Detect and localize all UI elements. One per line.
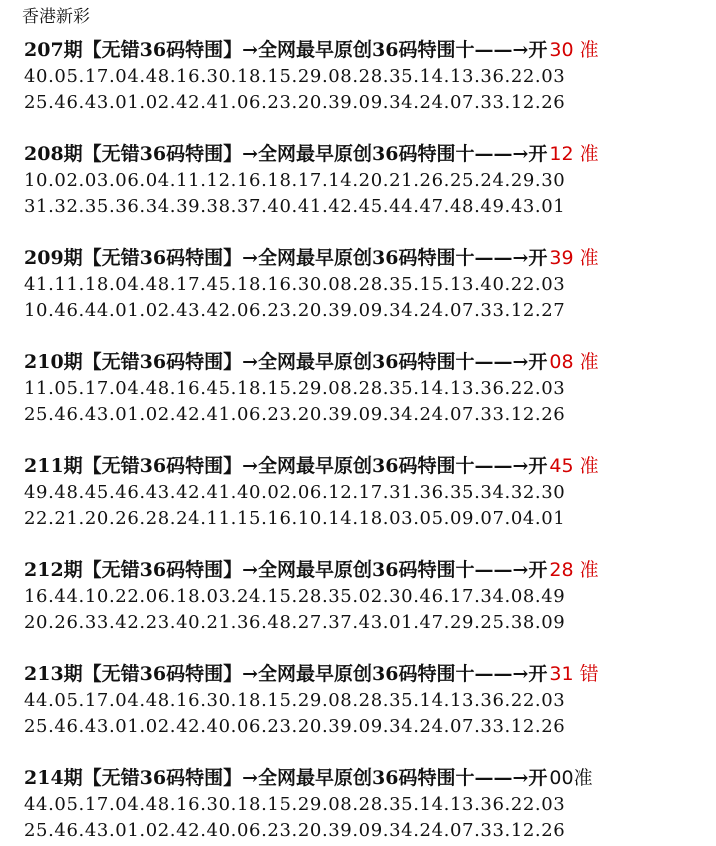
issue-result: 00准 — [549, 767, 593, 789]
issue-number: 208期 — [24, 143, 83, 165]
issue-heading — [24, 660, 704, 688]
number-row: 25.46.43.01.02.42.41.06.23.20.39.09.34.24.07.33.12.26 — [24, 404, 566, 425]
issue-heading — [24, 140, 704, 168]
issue-result: 08 准 — [549, 351, 599, 373]
number-row: 40.05.17.04.48.16.30.18.15.29.08.28.35.14.13.36.22.03 — [24, 66, 566, 87]
issue-title: 【无错36码特围】→全网最早原创36码特围十——→开 — [82, 663, 548, 685]
issue-block — [24, 764, 704, 844]
number-row: 44.05.17.04.48.16.30.18.15.29.08.28.35.14.13.36.22.03 — [24, 690, 566, 711]
issue-heading — [24, 556, 704, 584]
issue-heading — [24, 244, 704, 272]
issue-number: 207期 — [24, 39, 83, 61]
issue-result: 31 错 — [549, 663, 599, 685]
issue-result: 12 准 — [549, 143, 599, 165]
number-row: 44.05.17.04.48.16.30.18.15.29.08.28.35.14.13.36.22.03 — [24, 794, 566, 815]
issue-block — [24, 140, 704, 220]
issue-block — [24, 348, 704, 428]
issue-number: 211期 — [24, 455, 83, 477]
issue-title: 【无错36码特围】→全网最早原创36码特围十——→开 — [82, 247, 548, 269]
issue-result: 39 准 — [549, 247, 599, 269]
issue-result: 30 准 — [549, 39, 599, 61]
number-row: 25.46.43.01.02.42.40.06.23.20.39.09.34.24.07.33.12.26 — [24, 716, 566, 737]
number-row: 20.26.33.42.23.40.21.36.48.27.37.43.01.47.29.25.38.09 — [24, 612, 566, 633]
issue-result: 28 准 — [549, 559, 599, 581]
issue-heading — [24, 348, 704, 376]
number-row: 22.21.20.26.28.24.11.15.16.10.14.18.03.05.09.07.04.01 — [24, 508, 566, 529]
issue-block — [24, 452, 704, 532]
number-row: 31.32.35.36.34.39.38.37.40.41.42.45.44.47.48.49.43.01 — [24, 196, 566, 217]
issue-block — [24, 556, 704, 636]
number-row: 25.46.43.01.02.42.40.06.23.20.39.09.34.24.07.33.12.26 — [24, 820, 566, 841]
number-row: 16.44.10.22.06.18.03.24.15.28.35.02.30.46.17.34.08.49 — [24, 586, 566, 607]
issue-number: 214期 — [24, 767, 83, 789]
number-row: 11.05.17.04.48.16.45.18.15.29.08.28.35.14.13.36.22.03 — [24, 378, 566, 399]
issue-title: 【无错36码特围】→全网最早原创36码特围十——→开 — [82, 39, 548, 61]
issue-number: 210期 — [24, 351, 83, 373]
issue-block — [24, 660, 704, 740]
number-row: 10.46.44.01.02.43.42.06.23.20.39.09.34.24.07.33.12.27 — [24, 300, 566, 321]
issue-block — [24, 36, 704, 116]
issue-title: 【无错36码特围】→全网最早原创36码特围十——→开 — [82, 559, 548, 581]
issue-title: 【无错36码特围】→全网最早原创36码特围十——→开 — [82, 767, 548, 789]
issue-number: 212期 — [24, 559, 83, 581]
issue-heading — [24, 36, 704, 64]
app-title: 香港新彩 — [22, 7, 90, 27]
issue-title: 【无错36码特围】→全网最早原创36码特围十——→开 — [82, 351, 548, 373]
issue-heading — [24, 452, 704, 480]
number-row: 10.02.03.06.04.11.12.16.18.17.14.20.21.26.25.24.29.30 — [24, 170, 566, 191]
number-row: 41.11.18.04.48.17.45.18.16.30.08.28.35.15.13.40.22.03 — [24, 274, 566, 295]
issue-number: 209期 — [24, 247, 83, 269]
issue-heading — [24, 764, 704, 792]
issue-title: 【无错36码特围】→全网最早原创36码特围十——→开 — [82, 143, 548, 165]
issue-result: 45 准 — [549, 455, 599, 477]
number-row: 49.48.45.46.43.42.41.40.02.06.12.17.31.36.35.34.32.30 — [24, 482, 566, 503]
issue-title: 【无错36码特围】→全网最早原创36码特围十——→开 — [82, 455, 548, 477]
number-row: 25.46.43.01.02.42.41.06.23.20.39.09.34.24.07.33.12.26 — [24, 92, 566, 113]
issue-number: 213期 — [24, 663, 83, 685]
issue-block — [24, 244, 704, 324]
